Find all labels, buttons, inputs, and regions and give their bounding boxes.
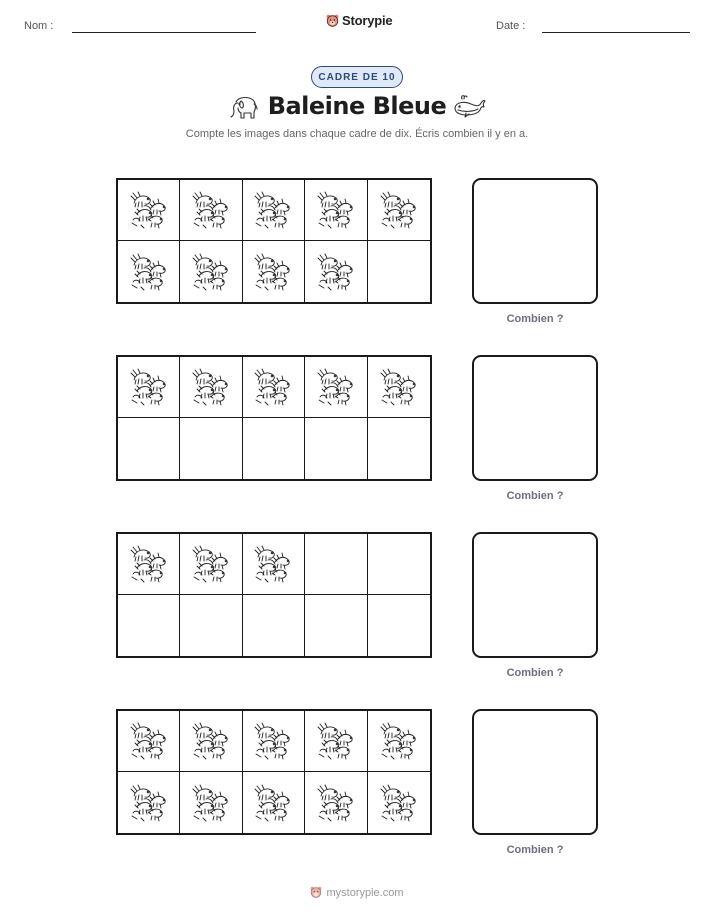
krill-icon	[191, 783, 231, 823]
frame-cell	[243, 711, 305, 772]
krill-icon	[253, 721, 293, 761]
krill-icon	[129, 544, 169, 584]
frame-cell	[243, 418, 305, 479]
frame-cell	[368, 418, 430, 479]
frame-cell	[118, 534, 180, 595]
name-label: Nom :	[24, 20, 54, 32]
ten-frame	[116, 709, 432, 835]
frame-cell	[180, 595, 242, 656]
krill-icon	[316, 252, 356, 292]
krill-icon	[379, 367, 419, 407]
frame-cell	[180, 711, 242, 772]
frame-cell	[305, 180, 367, 241]
krill-icon	[129, 190, 169, 230]
frame-cell	[368, 241, 430, 302]
worksheet-title: Baleine Bleue	[267, 92, 447, 120]
date-field-line[interactable]	[542, 32, 690, 33]
krill-icon	[129, 252, 169, 292]
instructions: Compte les images dans chaque cadre de dix. Écris combien il y en a.	[185, 128, 529, 140]
frame-cell	[118, 180, 180, 241]
krill-icon	[253, 367, 293, 407]
frame-cell	[180, 772, 242, 833]
frame-cell	[118, 595, 180, 656]
krill-icon	[191, 367, 231, 407]
krill-icon	[379, 783, 419, 823]
frame-cell	[305, 534, 367, 595]
frame-cell	[368, 711, 430, 772]
krill-icon	[191, 544, 231, 584]
frame-cell	[368, 595, 430, 656]
frame-cell	[368, 772, 430, 833]
frame-cell	[118, 357, 180, 418]
frame-cell	[305, 595, 367, 656]
frame-cell	[305, 357, 367, 418]
frame-cell	[243, 357, 305, 418]
krill-icon	[316, 721, 356, 761]
frame-cell	[368, 534, 430, 595]
frame-cell	[118, 772, 180, 833]
krill-icon	[191, 721, 231, 761]
frame-cell	[368, 180, 430, 241]
krill-icon	[191, 190, 231, 230]
answer-label: Combien ?	[506, 844, 564, 856]
frame-cell	[118, 241, 180, 302]
frame-cell	[180, 241, 242, 302]
krill-icon	[253, 252, 293, 292]
frame-cell	[305, 418, 367, 479]
krill-icon	[253, 190, 293, 230]
answer-box[interactable]	[472, 709, 598, 835]
ten-frame	[116, 355, 432, 481]
krill-icon	[129, 721, 169, 761]
frame-cell	[368, 357, 430, 418]
krill-icon	[191, 252, 231, 292]
frame-cell	[305, 711, 367, 772]
answer-label: Combien ?	[506, 490, 564, 502]
frame-cell	[243, 180, 305, 241]
answer-box[interactable]	[472, 532, 598, 658]
frame-cell	[118, 418, 180, 479]
krill-icon	[129, 367, 169, 407]
worksheet-type-badge: CADRE DE 10	[311, 66, 403, 88]
answer-box[interactable]	[472, 355, 598, 481]
answer-box[interactable]	[472, 178, 598, 304]
answer-label: Combien ?	[506, 667, 564, 679]
frame-cell	[243, 595, 305, 656]
brand-name: Storypie	[342, 13, 393, 28]
bear-icon	[310, 886, 322, 899]
footer-site: mystorypie.com	[326, 886, 404, 899]
whale-icon	[452, 94, 486, 120]
frame-cell	[180, 357, 242, 418]
footer	[0, 886, 714, 899]
krill-icon	[316, 783, 356, 823]
frame-cell	[243, 772, 305, 833]
krill-icon	[379, 721, 419, 761]
frame-cell	[243, 241, 305, 302]
bear-icon	[326, 14, 339, 28]
frame-cell	[180, 534, 242, 595]
frame-cell	[243, 534, 305, 595]
ten-frame	[116, 178, 432, 304]
ten-frame	[116, 532, 432, 658]
name-field-line[interactable]	[72, 32, 256, 33]
frame-cell	[180, 418, 242, 479]
frame-cell	[118, 711, 180, 772]
krill-icon	[379, 190, 419, 230]
krill-icon	[316, 367, 356, 407]
answer-label: Combien ?	[506, 313, 564, 325]
krill-icon	[316, 190, 356, 230]
krill-icon	[253, 544, 293, 584]
frame-cell	[180, 180, 242, 241]
brand-logo	[326, 13, 392, 28]
date-label: Date :	[496, 20, 526, 32]
krill-icon	[129, 783, 169, 823]
frame-cell	[305, 241, 367, 302]
frame-cell	[305, 772, 367, 833]
krill-icon	[253, 783, 293, 823]
